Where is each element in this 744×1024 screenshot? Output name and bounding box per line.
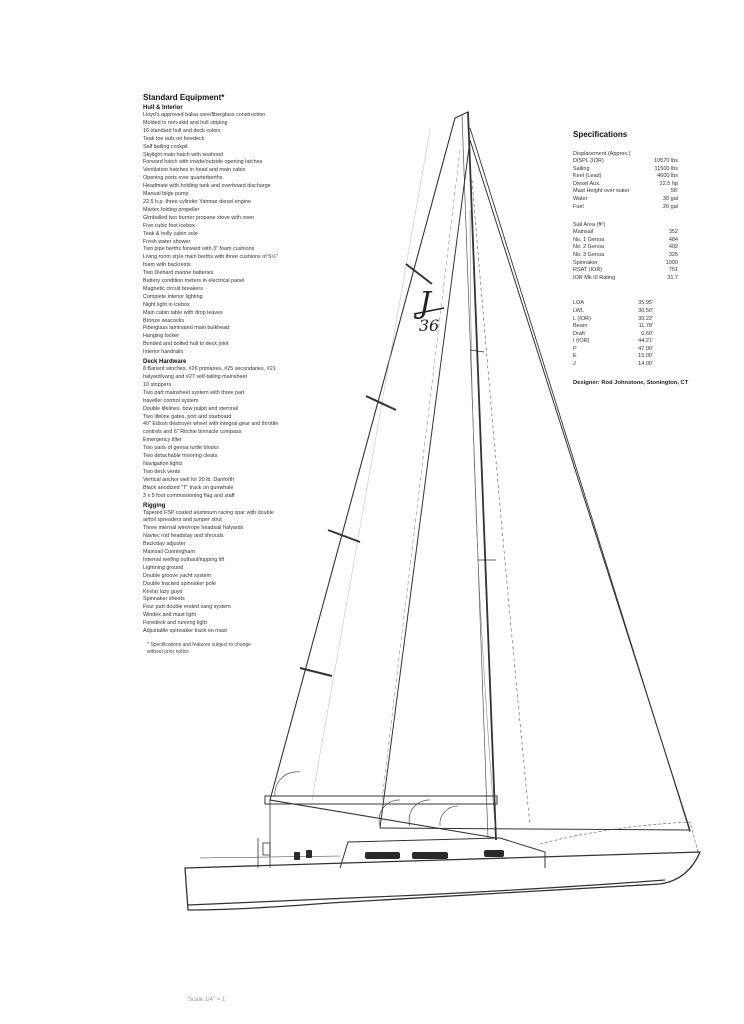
scale-note: Scale 1/4" = 1' xyxy=(188,997,227,1003)
list-item: traveller control system xyxy=(143,397,199,404)
list-item: Navtec rod headstay and shrouds xyxy=(143,533,224,540)
list-item: Two Diehard marine batteries xyxy=(143,270,214,277)
list-item: Two lifeline gates, port and starboard xyxy=(143,413,232,420)
list-item: Gimballed two burner propane stove with oven xyxy=(143,214,255,221)
list-item: Double lifelines, bow pulpit and sternrail xyxy=(143,405,238,412)
list-item: Two detachable mooring cleats xyxy=(143,453,218,460)
list-item: Spinnaker sheets xyxy=(143,596,185,603)
cabin-window-1 xyxy=(365,852,400,859)
list-item: foam with backrests xyxy=(143,262,191,269)
list-item: Teak toe rails on foredeck xyxy=(143,135,205,142)
list-item: Bonded and bolted hull to deck joint xyxy=(143,341,229,348)
list-item: Battery condition meters in electrical panel xyxy=(143,278,245,285)
list-item: Double tracked spinnaker pole xyxy=(143,580,216,587)
list-item: Self bailing cockpit xyxy=(143,143,188,150)
list-item: Internal reefing outhaul/topping lift xyxy=(143,556,225,563)
list-item: Manual bilge pump xyxy=(143,191,189,198)
list-item: Fiberglass laminated main bulkhead xyxy=(143,325,230,332)
standard-equipment xyxy=(143,93,373,656)
list-item: Living room style main berths with three cushions of 5½" xyxy=(143,254,278,261)
list-item: Headmate with holding tank and overboard discharge xyxy=(143,183,271,190)
spec-row: I (IOR) 44.21' xyxy=(573,338,653,345)
list-item: Foredeck and running light xyxy=(143,620,207,627)
list-item: 40" Edson destroyer wheel with integral gear and throttle xyxy=(143,421,279,428)
deck-hardware-list xyxy=(143,366,373,500)
list-item: Martec folding propeller xyxy=(143,206,200,213)
spec-row: Mainsail 352 xyxy=(573,229,678,236)
list-item: Opening ports over quarterberths xyxy=(143,175,223,182)
spec-row: Diesel Aux. 22.5 hp xyxy=(573,180,678,187)
batten-1 xyxy=(406,264,432,284)
specifications xyxy=(573,130,738,386)
spec-row: Draft 6.60' xyxy=(573,330,653,337)
list-item: airfoil spreaders and jumper strut xyxy=(143,517,222,524)
list-item: Teak & holly cabin sole xyxy=(143,230,198,237)
list-item: Black anodized "T" track on gunwhale xyxy=(143,484,234,491)
spec-row: E 15.00' xyxy=(573,353,653,360)
sail-area-heading: Sail Area (ft²) xyxy=(573,222,606,229)
spec-row: No. 3 Genoa 325 xyxy=(573,251,678,258)
list-item: Forward hatch with inside/outside opening latches xyxy=(143,159,263,166)
spec-row: DISPL (IOR) 10570 lbs xyxy=(573,158,678,164)
cabin-window-3 xyxy=(484,850,504,857)
spec-row: P 47.00' xyxy=(573,345,653,352)
list-item: controls and 6" Ritchie binnacle compass xyxy=(143,429,242,436)
list-item: Complete interior lighting xyxy=(143,293,203,300)
spec-row: Water 30 gal xyxy=(573,195,678,202)
rigging-list xyxy=(143,510,373,637)
spec-row: J 14.00' xyxy=(573,361,653,368)
footnote: * Specifications and features subject to change without prior notice xyxy=(147,642,251,655)
j36-logo xyxy=(413,286,444,335)
section-heading: Deck Hardware xyxy=(143,359,187,366)
dimensions-group xyxy=(573,300,738,368)
list-item: Adjustable spinnaker track on mast xyxy=(143,628,227,635)
list-item: Kevlar lazy guys xyxy=(143,588,183,595)
list-item: Three internal wire/rope headsail halyards xyxy=(143,525,244,532)
list-item: 22.5 h.p. three cylinder Yanmar diesel engine xyxy=(143,198,251,205)
list-item: 10 stoppers xyxy=(143,381,172,388)
section-heading: Hull & Interior xyxy=(143,105,183,111)
spec-row: Spinnaker 1000 xyxy=(573,259,678,266)
cabin-window-2 xyxy=(412,852,448,859)
list-item: Lloyd's approved balsa core/fiberglass construction xyxy=(143,112,266,118)
list-item: Vertical anchor well for 20 lb. Danforth xyxy=(143,476,235,483)
section-heading: Rigging xyxy=(143,502,166,509)
winch-2 xyxy=(306,850,312,858)
list-item: Four part double ended vang system xyxy=(143,604,231,611)
displacement-group xyxy=(573,151,738,211)
list-item: Five cubic foot icebox xyxy=(143,222,195,229)
specifications-title: Specifications xyxy=(573,130,628,139)
list-item: Fresh water shower xyxy=(143,238,191,245)
list-item: Navigation lights xyxy=(143,460,183,467)
list-item: Windex and mast light xyxy=(143,612,197,619)
list-item: Double groove yacht system xyxy=(143,572,212,579)
list-item: Backstay adjuster xyxy=(143,541,186,548)
spec-row: No. 1 Genoa 484 xyxy=(573,236,678,243)
sail-area-group xyxy=(573,222,738,282)
spec-row: Fuel 20 gal xyxy=(573,203,678,210)
list-item: Molded in non-skid and hull striping xyxy=(143,119,228,126)
logo-number: 36 xyxy=(418,316,440,335)
list-item: 8 Barient winches, #26 primaries, #25 secondaries, #21 xyxy=(143,366,276,373)
spec-row: Mast Height over water 56' xyxy=(573,188,678,195)
list-item: Night light in icebox xyxy=(143,301,190,308)
list-item: Lightning ground xyxy=(143,564,184,571)
spec-row: Beam 11.78' xyxy=(573,323,653,330)
list-item: Two pairs of genoa turtle blocks xyxy=(143,445,219,452)
spec-row: LWL 30.50' xyxy=(573,307,653,314)
spec-row: LOA 35.95' xyxy=(573,300,653,307)
displacement-heading: Displacement (Approx.) xyxy=(573,151,631,157)
list-item: 16 standard hull and deck colors xyxy=(143,127,221,134)
spec-row: Keel (Lead) 4600 lbs xyxy=(573,173,678,180)
spec-row: RSAT (IOR) 751 xyxy=(573,267,678,274)
logo-letter: J xyxy=(418,286,432,321)
list-item: Skylight main hatch with seahood xyxy=(143,151,224,158)
list-item: 3 x 5 foot commissioning flag and staff xyxy=(143,492,235,499)
boom xyxy=(265,796,497,804)
spec-row: IOR Mk III Rating 31.7 xyxy=(573,274,678,281)
spec-row: No. 2 Genoa 402 xyxy=(573,244,678,251)
list-item: Ventilation hatches in head and main cabin xyxy=(143,167,246,174)
spec-row: Sailing 11500 lbs xyxy=(573,165,678,172)
list-item: Bronze seacocks xyxy=(143,317,185,324)
designer-credit: Designer: Rod Johnstone, Stonington, CT xyxy=(573,379,689,386)
winch-1 xyxy=(294,852,300,860)
list-item: Mainsail Cunningham xyxy=(143,549,195,556)
list-item: Interior handrails xyxy=(143,349,184,356)
spec-row: L (IOR) 30.22' xyxy=(573,315,653,322)
list-item: Magnetic circuit breakers xyxy=(143,285,203,292)
list-item: Hanging locker xyxy=(143,333,179,340)
list-item: Tapered FSP coated aluminum racing spar with double xyxy=(143,509,274,516)
list-item: halyard/vang and #27 self-tailing mainsheet xyxy=(143,374,247,380)
hull-interior-list xyxy=(143,112,373,357)
list-item: Two pipe berths forward with 3" foam cushions xyxy=(143,246,255,253)
mast xyxy=(468,112,496,840)
list-item: Two part mainsheet system with three part xyxy=(143,389,245,396)
list-item: Main cabin table with drop leaves xyxy=(143,309,223,316)
list-item: Emergency tiller xyxy=(143,437,182,444)
list-item: Two deck vents xyxy=(143,468,181,475)
equipment-title: Standard Equipment* xyxy=(143,93,225,102)
